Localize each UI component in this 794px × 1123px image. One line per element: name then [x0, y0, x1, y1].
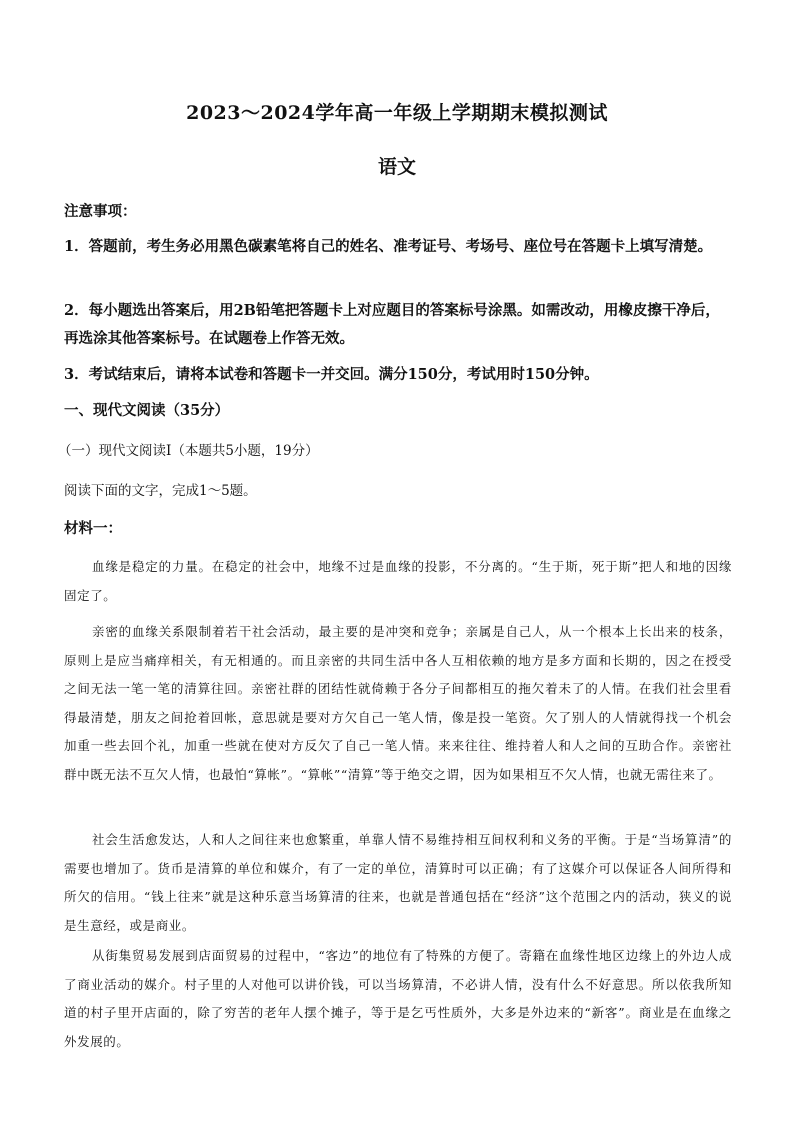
- note-item-1: 1．答题前，考生务必用黑色碳素笔将自己的姓名、准考证号、考场号、座位号在答题卡上填写清楚。: [64, 238, 713, 255]
- material-paragraph-1: 血缘是稳定的力量。在稳定的社会中，地缘不过是血缘的投影，不分离的。“生于斯，死于斯”把人和地的因缘固定了。: [64, 559, 732, 603]
- material-paragraph-4: 从街集贸易发展到店面贸易的过程中，“客边”的地位有了特殊的方便了。寄籍在血缘性地区边缘上的外边人成了商业活动的媒介。村子里的人对他可以讲价钱，可以当场算清，不必讲人情，没有什么不好意思。所以依我所知道的村子里开店面的，除了穷苦的老年人摆个摊子，等于是乞丐性质外，大多是外边来的“新客”。商业是在血缘之外发展的。: [64, 948, 732, 1049]
- subsection-heading: （一）现代文阅读Ⅰ（本题共5小题，19分）: [58, 443, 319, 459]
- section-heading: 一、现代文阅读（35分）: [64, 402, 230, 419]
- material-paragraph-2: 亲密的血缘关系限制着若干社会活动，最主要的是冲突和竞争；亲属是自己人，从一个根本上长出来的枝条，原则上是应当痛痒相关，有无相通的。而且亲密的共同生活中各人互相依赖的地方是多方面和长期的，因之在授受之间无法一笔一笔的清算往回。亲密社群的团结性就倚赖于各分子间都相互的拖欠着未了的人情。在我们社会里看得最清楚，朋友之间抢着回帐，意思就是要对方欠自己一笔人情，像是投一笔资。欠了别人的人情就得找一个机会加重一些去回个礼，加重一些就在使对方反欠了自己一笔人情。来来往往、维持着人和人之间的互助合作。亲密社群中既无法不互欠人情，也最怕“算帐”。“算帐”“清算”等于绝交之谓，因为如果相互不欠人情，也就无需往来了。: [64, 624, 732, 782]
- reading-instruction: 阅读下面的文字，完成1～5题。: [64, 483, 257, 499]
- subject-title: 语文: [377, 156, 416, 178]
- note-item-3: 3．考试结束后，请将本试卷和答题卡一并交回。满分150分，考试用时150分钟。: [64, 366, 599, 383]
- notes-heading: 注意事项：: [64, 203, 137, 220]
- material-label: 材料一：: [64, 520, 122, 537]
- exam-title: 2023～2024学年高一年级上学期期末模拟测试: [186, 102, 608, 124]
- note-item-2: 2．每小题选出答案后，用2B铅笔把答题卡上对应题目的答案标号涂黑。如需改动，用橡皮擦干净后，再选涂其他答案标号。在试题卷上作答无效。: [64, 302, 720, 347]
- material-paragraph-3: 社会生活愈发达，人和人之间往来也愈繁重，单靠人情不易维持相互间权利和义务的平衡。于是“当场算清”的需要也增加了。货币是清算的单位和媒介，有了一定的单位，清算时可以正确；有了这媒介可以保证各人间所得和所欠的信用。“钱上往来”就是这种乐意当场算清的往来，也就是普通包括在“经济”这个范围之内的活动，狭义的说是生意经，或是商业。: [64, 832, 732, 933]
